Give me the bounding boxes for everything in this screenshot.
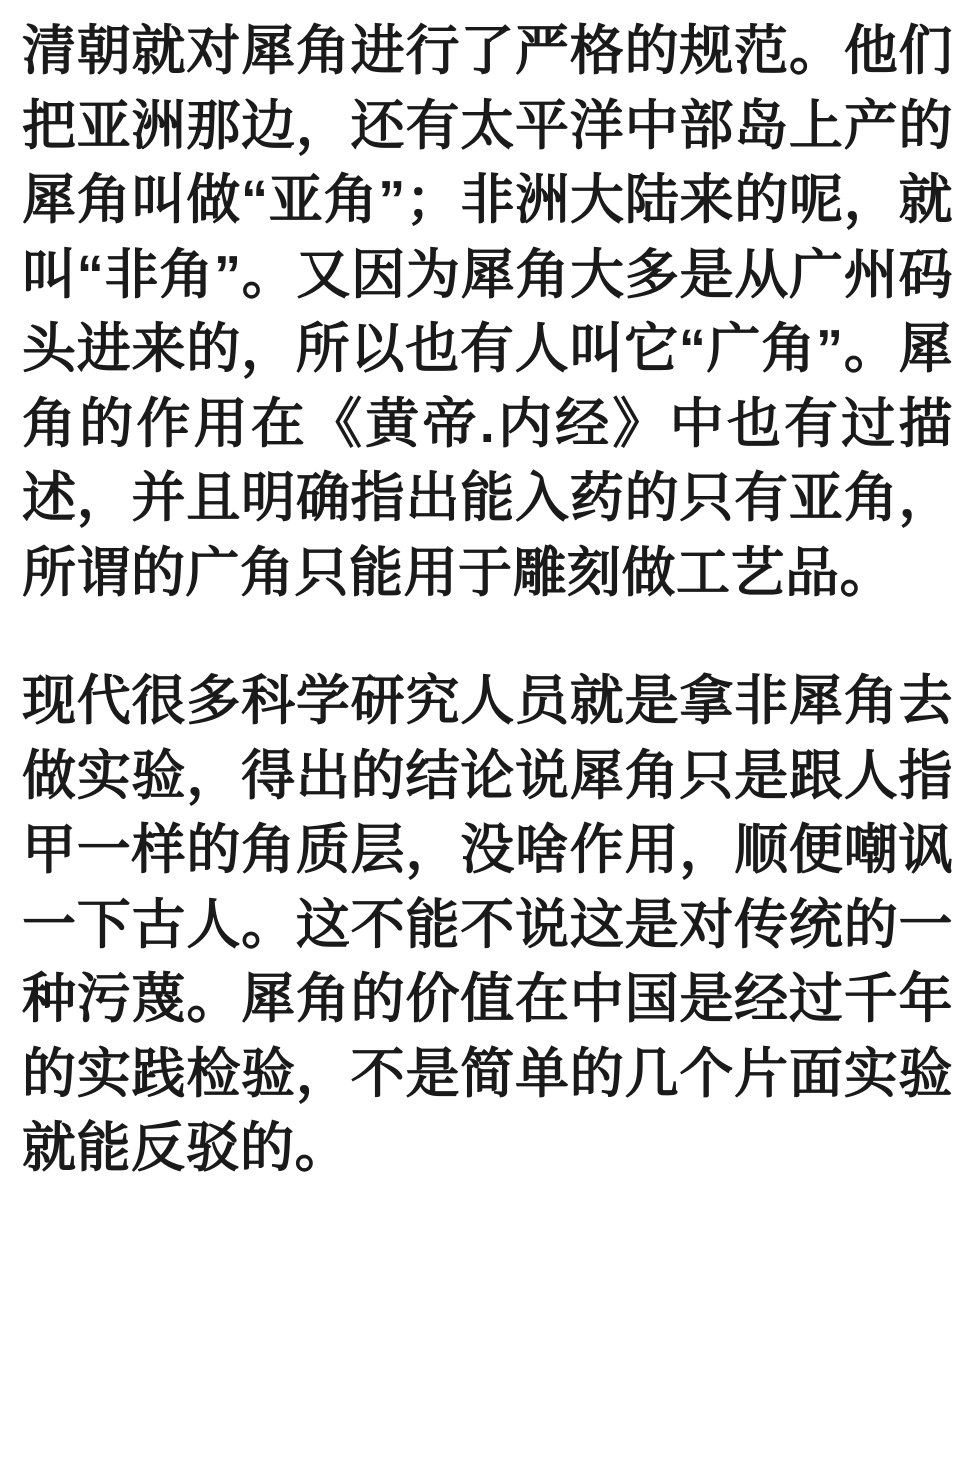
article-body (22, 14, 953, 1186)
paragraph-2: 现代很多科学研究人员就是拿非犀角去做实验，得出的结论说犀角只是跟人指甲一样的角质层，没啥作用，顺便嘲讽一下古人。这不能不说这是对传统的一种污蔑。犀角的价值在中国是经过千年的实践检验，不是简单的几个片面实验就能反驳的。 (22, 671, 953, 1179)
paragraph-1: 清朝就对犀角进行了严格的规范。他们把亚洲那边，还有太平洋中部岛上产的犀角叫做“亚角”；非洲大陆来的呢，就叫“非角”。又因为犀角大多是从广州码头进来的，所以也有人叫它“广角”。犀角的作用在《黄帝.内经》中也有过描述，并且明确指出能入药的只有亚角，所谓的广角只能用于雕刻做工艺品。 (22, 21, 953, 603)
